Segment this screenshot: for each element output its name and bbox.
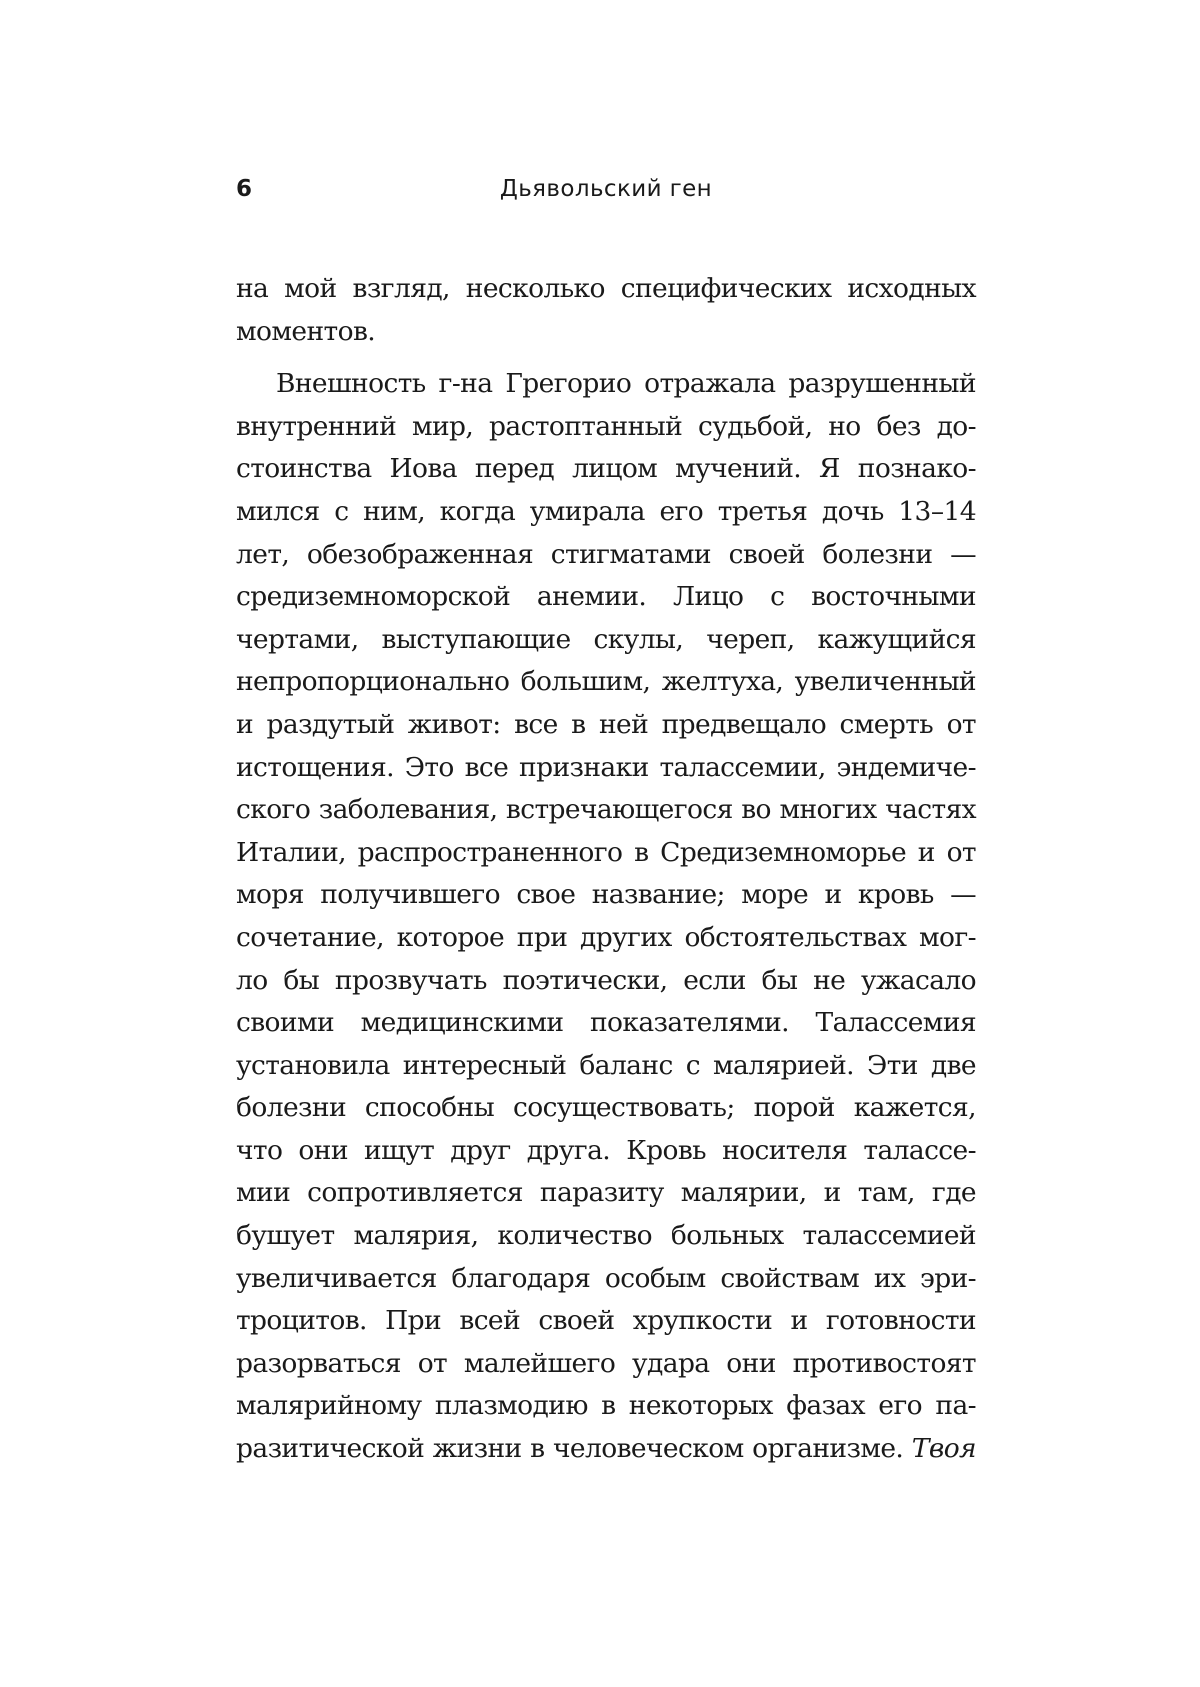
text-line: лет, обезображенная стигматами своей болезни — xyxy=(236,538,976,570)
text-line: ло бы прозвучать поэтически, если бы не ужасало xyxy=(236,964,976,996)
text-line: установила интересный баланс с малярией. Эти две xyxy=(236,1049,976,1081)
text-line: моментов. xyxy=(236,315,376,347)
page-number: 6 xyxy=(236,176,253,202)
text-line: мии сопротивляется паразиту малярии, и там, где xyxy=(236,1177,976,1209)
running-head xyxy=(236,170,976,210)
text-line: на мой взгляд, несколько специфических исходных xyxy=(236,273,976,304)
text-line: Италии, распространенного в Средиземноморье и от xyxy=(236,836,976,868)
text-line: внутренний мир, растоптанный судьбой, но без до- xyxy=(236,410,976,442)
text-line: болезни способны сосуществовать; порой кажется, xyxy=(236,1092,976,1124)
text-line: средиземноморской анемии. Лицо с восточными xyxy=(236,581,976,613)
italic-continuation: Твоя xyxy=(911,1433,976,1465)
text-line: чертами, выступающие скулы, череп, кажущийся xyxy=(236,623,976,655)
text-line-final xyxy=(236,1428,976,1471)
text-line: разорваться от малейшего удара они противостоят xyxy=(236,1347,976,1379)
final-line-text: разитической жизни в человеческом организме. xyxy=(236,1433,912,1465)
text-line: троцитов. При всей своей хрупкости и готовности xyxy=(236,1305,976,1337)
text-line: мился с ним, когда умирала его третья дочь 13–14 xyxy=(236,495,976,527)
text-line: истощения. Это все признаки талассемии, эндемиче- xyxy=(236,751,976,783)
text-line: малярийному плазмодию в некоторых фазах его па- xyxy=(236,1390,976,1422)
book-title: Дьявольский ген xyxy=(499,176,713,202)
text-line: что они ищут друг друга. Кровь носителя талассе- xyxy=(236,1134,976,1166)
text-line: стоинства Иова перед лицом мучений. Я познако- xyxy=(236,453,976,485)
text-line: моря получившего свое название; море и кровь — xyxy=(236,879,976,911)
text-line: и раздутый живот: все в ней предвещало смерть от xyxy=(236,708,976,740)
text-line: своими медицинскими показателями. Талассемия xyxy=(236,1007,976,1039)
text-line: бушует малярия, количество больных талассемией xyxy=(236,1220,976,1252)
paragraph-2 xyxy=(236,363,976,1470)
text-line: ского заболевания, встречающегося во многих частях xyxy=(236,794,976,826)
text-line: Внешность г-на Грегорио отражала разрушенный xyxy=(276,368,976,400)
paragraph-1 xyxy=(236,268,976,353)
text-line: сочетание, которое при других обстоятельствах мог- xyxy=(236,921,976,953)
text-line: увеличивается благодаря особым свойствам их эри- xyxy=(236,1262,976,1294)
body-text xyxy=(236,268,976,1471)
text-line: непропорционально большим, желтуха, увеличенный xyxy=(236,666,976,698)
